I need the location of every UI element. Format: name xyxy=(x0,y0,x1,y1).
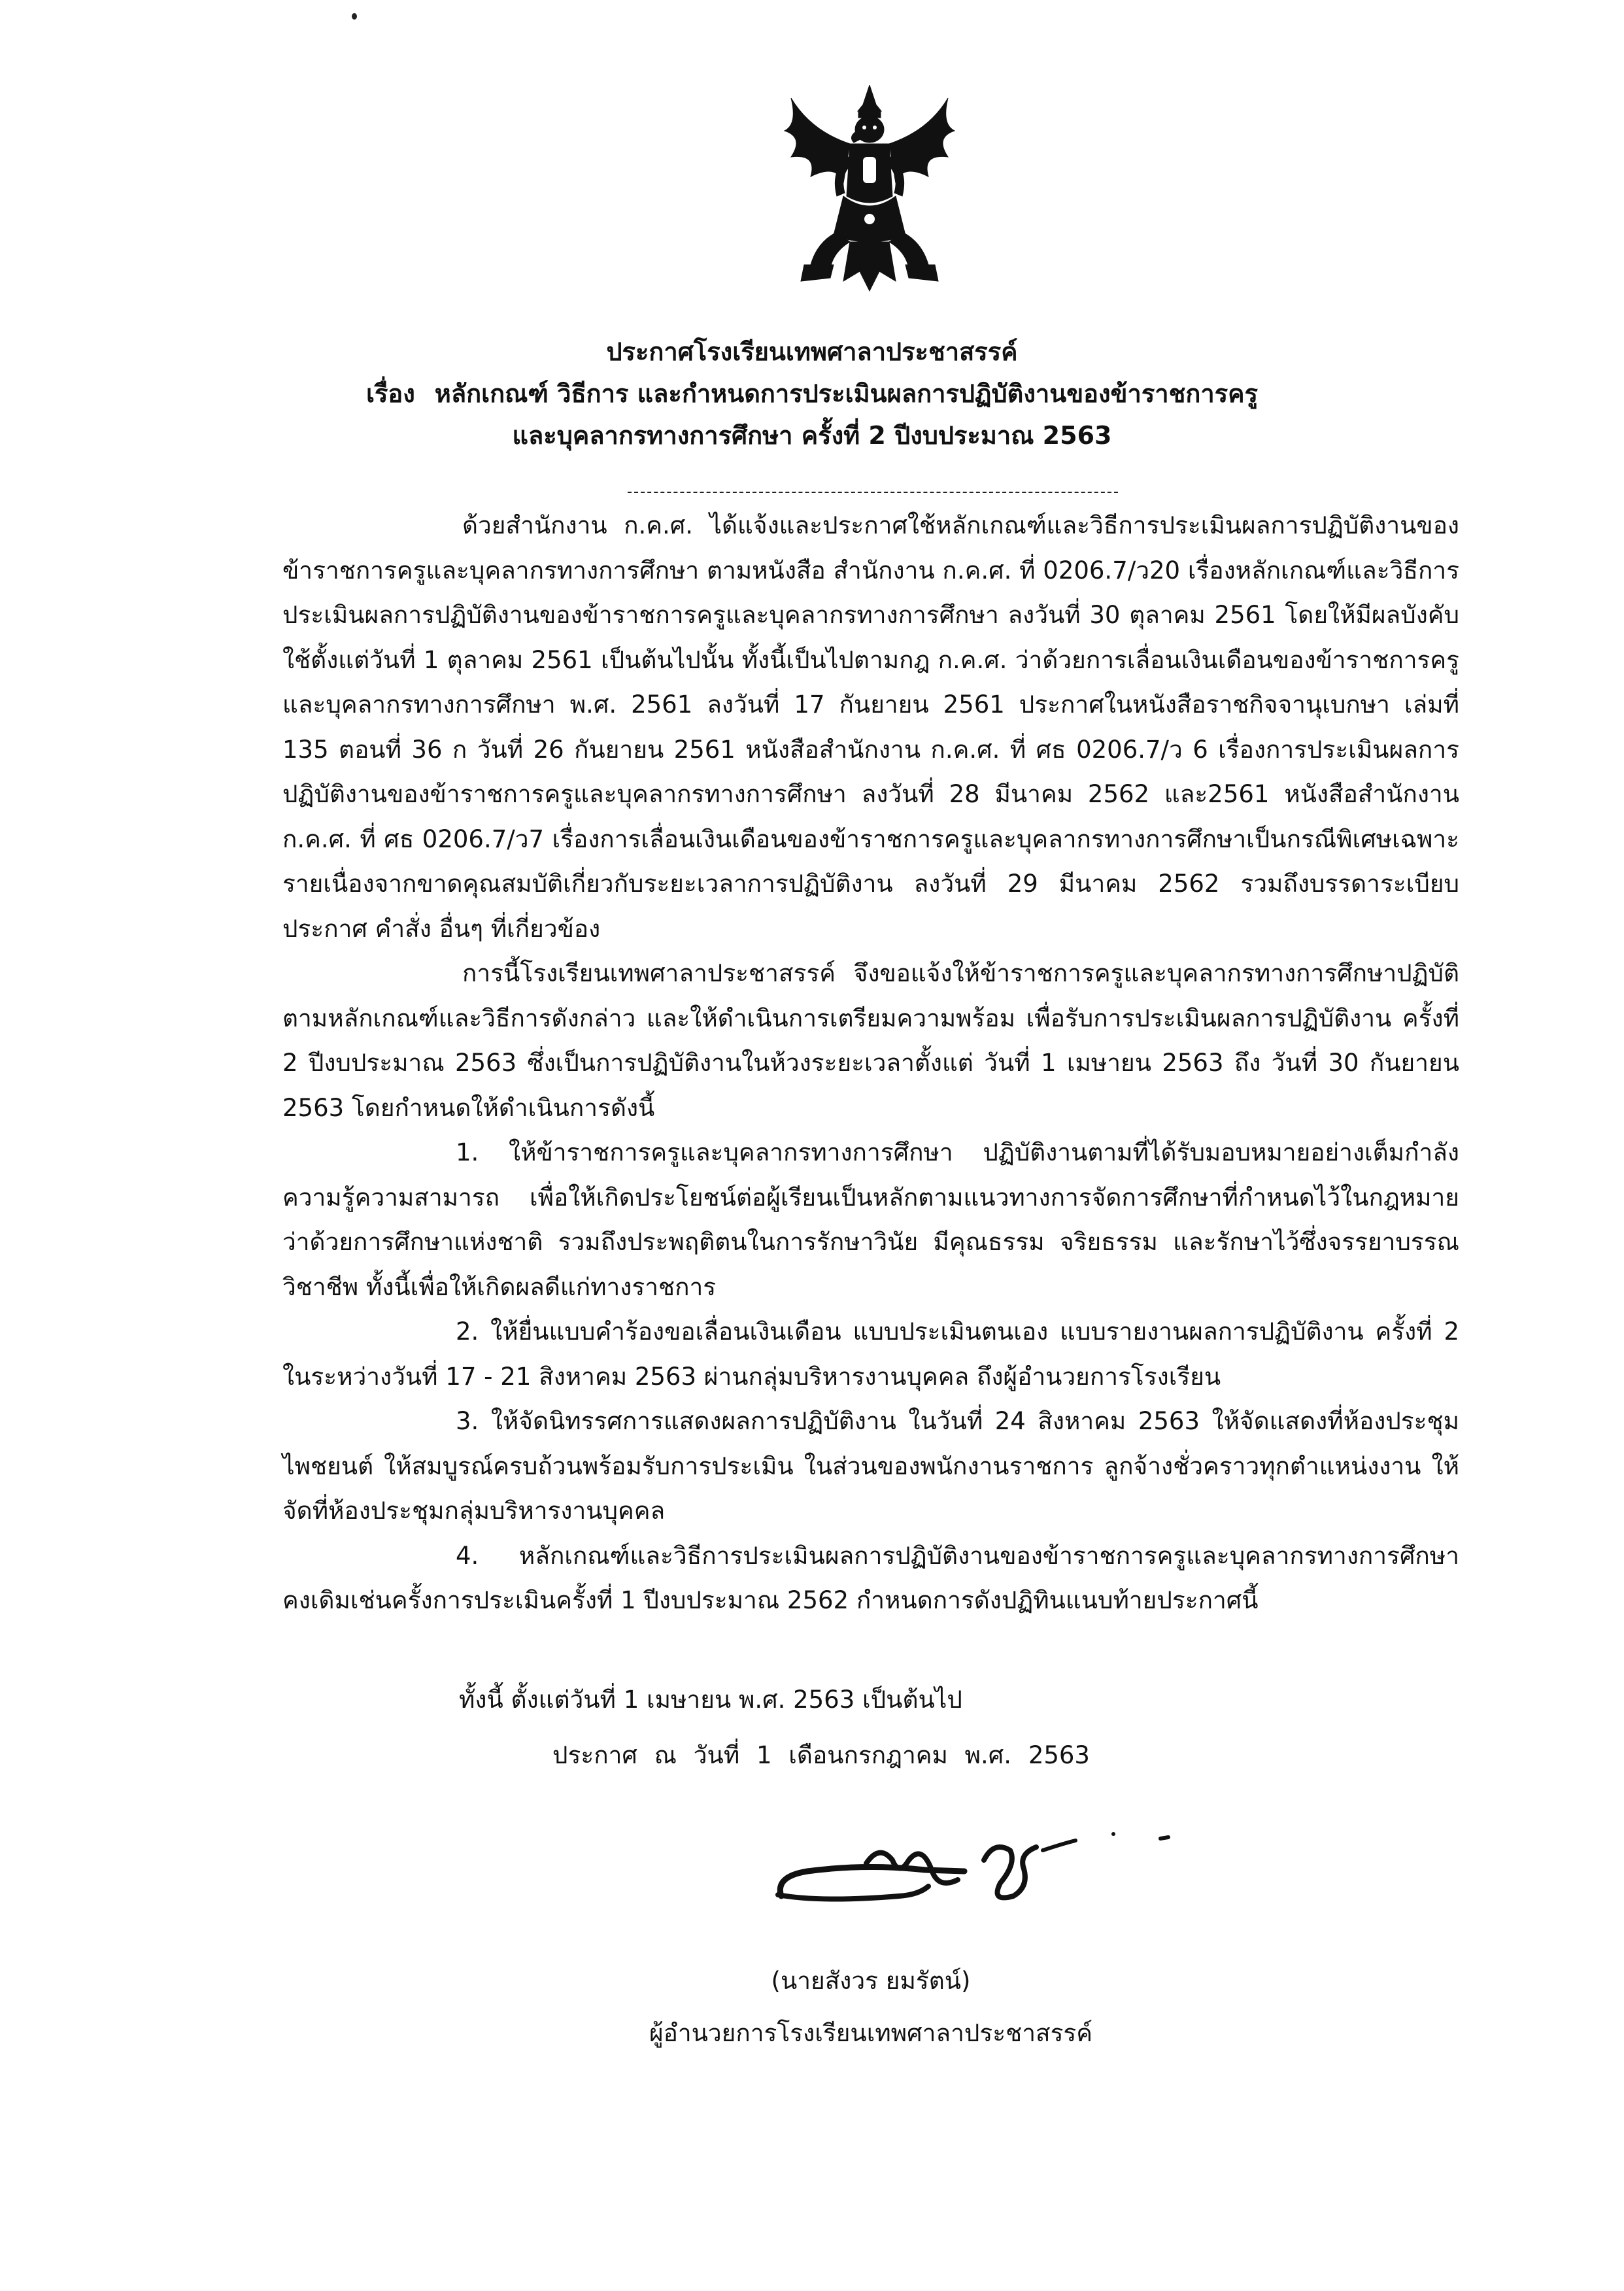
garuda-emblem-icon xyxy=(771,85,968,294)
list-item-1: 1. ให้ข้าราชการครูและบุคลากรทางการศึกษา ปฏิบัติงานตามที่ได้รับมอบหมายอย่างเต็มกำลังความรู้ความสามารถ เพื่อให้เกิดประโยชน์ต่อผู้เรียนเป็นหลักตามแนวทางการจัดการศึกษาที่กำหนดไว้ในกฎหมายว่าด้วยการศึกษาแห่งชาติ รวมถึงประพฤติตนในการรักษาวินัย มีคุณธรรม จริยธรรม และรักษาไว้ซึ่งจรรยาบรรณวิชาชีพ ทั้งนี้เพื่อให้เกิดผลดีแก่ทางราชการ xyxy=(282,1138,1459,1301)
signatory-name: (นายสังวร ยมรัตน์) xyxy=(771,1967,971,1995)
handwritten-signature-icon xyxy=(768,1798,1174,1922)
title-divider xyxy=(628,492,1118,493)
signatory-position: ผู้อำนวยการโรงเรียนเทพศาลาประชาสรรค์ xyxy=(649,2019,1093,2047)
announcement-title: ประกาศโรงเรียนเทพศาลาประชาสรรค์ xyxy=(606,337,1018,366)
list-item-2: 2. ให้ยื่นแบบคำร้องขอเลื่อนเงินเดือน แบบประเมินตนเอง แบบรายงานผลการปฏิบัติงาน ครั้งที่ 2 ในระหว่างวันที่ 17 - 21 สิงหาคม 2563 ผ่านกลุ่มบริหารงานบุคคล ถึงผู้อำนวยการโรงเรียน xyxy=(282,1317,1459,1391)
announced-date: ประกาศ ณ วันที่ 1 เดือนกรกฎาคม พ.ศ. 2563 xyxy=(552,1741,1090,1769)
subject-line xyxy=(0,374,1624,413)
subject-text-line1: หลักเกณฑ์ วิธีการ และกำหนดการประเมินผลการปฏิบัติงานของข้าราชการครู xyxy=(434,379,1258,408)
subject-text-line2: และบุคลากรทางการศึกษา ครั้งที่ 2 ปีงบประมาณ 2563 xyxy=(512,421,1112,450)
body-paragraph-2: การนี้โรงเรียนเทพศาลาประชาสรรค์ จึงขอแจ้งให้ข้าราชการครูและบุคลากรทางการศึกษาปฏิบัติตามหลักเกณฑ์และวิธีการดังกล่าว และให้ดำเนินการเตรียมความพร้อม เพื่อรับการประเมินผลการปฏิบัติงาน ครั้งที่ 2 ปีงบประมาณ 2563 ซึ่งเป็นการปฏิบัติงานในห้วงระยะเวลาตั้งแต่ วันที่ 1 เมษายน 2563 ถึง วันที่ 30 กันยายน 2563 โดยกำหนดให้ดำเนินการดังนี้ xyxy=(282,959,1459,1122)
announcement-body xyxy=(282,503,1459,1623)
body-paragraph-1: ด้วยสำนักงาน ก.ค.ศ. ได้แจ้งและประกาศใช้หลักเกณฑ์และวิธีการประเมินผลการปฏิบัติงานของข้าราชการครูและบุคลากรทางการศึกษา ตามหนังสือ สำนักงาน ก.ค.ศ. ที่ 0206.7/ว20 เรื่องหลักเกณฑ์และวิธีการประเมินผลการปฏิบัติงานของข้าราชการครูและบุคลากรทางการศึกษา ลงวันที่ 30 ตุลาคม 2561 โดยให้มีผลบังคับใช้ตั้งแต่วันที่ 1 ตุลาคม 2561 เป็นต้นไปนั้น ทั้งนี้เป็นไปตามกฎ ก.ค.ศ. ว่าด้วยการเลื่อนเงินเดือนของข้าราชการครูและบุคลากรทางการศึกษา พ.ศ. 2561 ลงวันที่ 17 กันยายน 2561 ประกาศในหนังสือราชกิจจานุเบกษา เล่มที่ 135 ตอนที่ 36 ก วันที่ 26 กันยายน 2561 หนังสือสำนักงาน ก.ค.ศ. ที่ ศธ 0206.7/ว 6 เรื่องการประเมินผลการปฏิบัติงานของข้าราชการครูและบุคลากรทางการศึกษา ลงวันที่ 28 มีนาคม 2562 และ2561 หนังสือสำนักงาน ก.ค.ศ. ที่ ศธ 0206.7/ว7 เรื่องการเลื่อนเงินเดือนของข้าราชการครูและบุคลากรทางการศึกษาเป็นกรณีพิเศษเฉพาะรายเนื่องจากขาดคุณสมบัติเกี่ยวกับระยะเวลาการปฏิบัติงาน ลงวันที่ 29 มีนาคม 2562 รวมถึงบรรดาระเบียบ ประกาศ คำสั่ง อื่นๆ ที่เกี่ยวข้อง xyxy=(282,511,1459,943)
scan-speck xyxy=(352,13,357,20)
list-item-3: 3. ให้จัดนิทรรศการแสดงผลการปฏิบัติงาน ในวันที่ 24 สิงหาคม 2563 ให้จัดแสดงที่ห้องประชุมไพชยนต์ ให้สมบูรณ์ครบถ้วนพร้อมรับการประเมิน ในส่วนของพนักงานราชการ ลูกจ้างชั่วคราวทุกตำแหน่งงาน ให้จัดที่ห้องประชุมกลุ่มบริหารงานบุคคล xyxy=(282,1407,1459,1525)
list-item-4: 4. หลักเกณฑ์และวิธีการประเมินผลการปฏิบัติงานของข้าราชการครูและบุคลากรทางการศึกษา คงเดิมเช่นครั้งการประเมินครั้งที่ 1 ปีงบประมาณ 2562 กำหนดการดังปฏิทินแนบท้ายประกาศนี้ xyxy=(282,1541,1459,1614)
effective-date: ทั้งนี้ ตั้งแต่วันที่ 1 เมษายน พ.ศ. 2563 เป็นต้นไป xyxy=(459,1686,962,1714)
subject-label: เรื่อง xyxy=(365,379,415,408)
